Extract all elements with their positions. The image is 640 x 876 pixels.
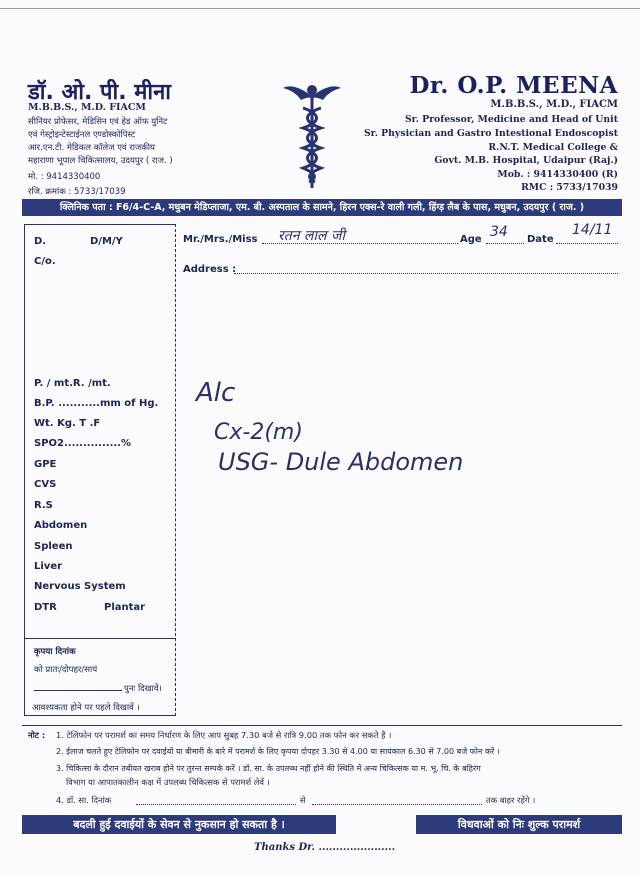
warning-banner: बदली हुई दवाईयों के सेवन से नुकसान हो सकता है । [22,815,336,834]
handwriting-line-3: USG- Dule Abdomen [218,448,464,476]
date-label: Date [527,234,554,245]
age-label: Age [460,234,482,245]
age-value: 34 [490,224,508,240]
clinic-address-bar: क्लिनिक पता : F6/4-C-A, मधुबन मेडिप्लाजा, एम. बी. अस्पताल के सामने, हिरन एक्स-रे वाली गली, हिंग्ड़ लैब के पास, मधुबन, उदयपुर ( राज. ) [22,199,622,216]
right-line-2: Sr. Professor, Medicine and Head of Unit [404,114,618,125]
exam-nervous-system: Nervous System [34,581,126,592]
note-4-line-1 [136,804,296,805]
degree-right: M.B.B.S., M.D., FIACM [490,99,618,110]
handwriting-line-2: Cx-2(m) [214,420,303,445]
d-label: D. [34,236,47,247]
pulse-field: P. / mt.R. /mt. [34,378,111,389]
exam-rs: R.S [34,500,53,511]
exam-dtr: DTR [34,602,57,613]
spo2-field: SPO2...............% [34,438,131,449]
right-line-3: Sr. Physician and Gastro Intestional Endoscopist [363,128,618,139]
note-3a: 3. चिकित्सा के दौरान तबीयत खराब होने पर तुरन्त सम्पर्क करें । डॉ. सा. के उपलब्ध नहीं होने की स्थिति में अन्य चिकित्सक या म. भू. चि. के बहिरंग [56,764,481,773]
exam-liver: Liver [34,561,63,572]
note-4c: तक बाहर रहेंगे । [486,795,536,805]
handwriting-line-1: Alc [196,378,236,408]
thanks-line: Thanks Dr. ...................... [254,842,396,853]
exam-gpe: GPE [34,459,57,470]
age-line [486,243,524,244]
address-line [234,273,618,274]
dmy-label: D/M/Y [90,236,123,247]
exam-cvs: CVS [34,479,57,490]
notes-prefix: नोट : [28,730,46,740]
note-4b: से [300,795,306,805]
followup-punah: पुनः दिखावें। [124,684,162,694]
left-line-3: एवं गेस्ट्रोइन्टेस्टाईनल एण्डोस्कोपिस्ट [28,130,136,140]
right-line-rmc: RMC : 5733/17039 [521,182,618,193]
free-consult-banner: विधवाओं को निः शुल्क परामर्श [416,815,622,834]
patient-name-value: रतन लाल जी [278,228,346,244]
left-line-4: आर.एन.टी. मेडिकल कॉलेज एवं राजकीय [28,143,155,153]
followup-line [34,690,122,691]
doctor-name-hindi: डॉ. ओ. पी. मीना [28,80,171,105]
notes-separator [22,725,622,726]
note-2: 2. ईलाज चलते हुए टेलिफोन पर दवाईयों या बीमारी के बारे में परामर्श के लिए कृपया दोपहर 3.30 से 4.00 या सायंकाल 6.30 से 7.00 बजे फोन करें । [56,747,500,756]
examination-box [24,224,176,716]
followup-divider [24,638,176,639]
caduceus-logo [283,78,341,193]
left-line-reg: रजि. क्रमांक : 5733/17039 [28,187,126,197]
weight-field: Wt. Kg. T .F [34,418,101,429]
followup-aavashyakta: आवश्यकता होने पर पहले दिखावें । [32,703,140,713]
patient-name-label: Mr./Mrs./Miss [183,234,258,245]
right-line-5: Govt. M.B. Hospital, Udaipur (Raj.) [434,155,618,166]
bp-field: B.P. ...........mm of Hg. [34,398,159,409]
left-line-2: सीनियर प्रोफेसर, मेडिसिन एवं हेड ऑफ युनिट [28,117,168,127]
note-4-line-2 [312,804,482,805]
degree-left: M.B.B.S., M.D. FIACM [28,102,146,113]
followup-kripya: कृपया दिनांक [34,647,76,657]
top-border [0,8,640,9]
exam-plantar: Plantar [104,602,146,613]
date-line [556,243,618,244]
left-line-mobile: मो. : 9414330400 [28,172,101,182]
note-4a: 4. डॉ. सा. दिनांक [56,795,112,805]
exam-spleen: Spleen [34,541,73,552]
right-line-4: R.N.T. Medical College & [488,142,618,153]
date-value: 14/11 [572,222,613,238]
note-3b: विभाग या आपातकालीन कक्ष में उपलब्ध चिकित्सक से परामर्श लेवें । [66,777,270,787]
left-line-5: महाराणा भूपाल चिकित्सालय, उदयपुर ( राज. ) [28,156,173,166]
followup-ko: को प्रातः/दोपहर/सायं [34,665,98,675]
note-1: 1. टेलिफोन पर परामर्श का समय निर्धारण के लिए आप सुबह 7.30 बजे से रात्रि 9.00 तक फोन कर सकते है । [56,730,392,740]
exam-abdomen: Abdomen [34,520,88,531]
right-line-mobile: Mob. : 9414330400 (R) [497,169,618,180]
co-label: C/o. [34,256,56,267]
address-label: Address : [183,264,237,275]
doctor-name-english: Dr. O.P. MEENA [409,72,618,99]
